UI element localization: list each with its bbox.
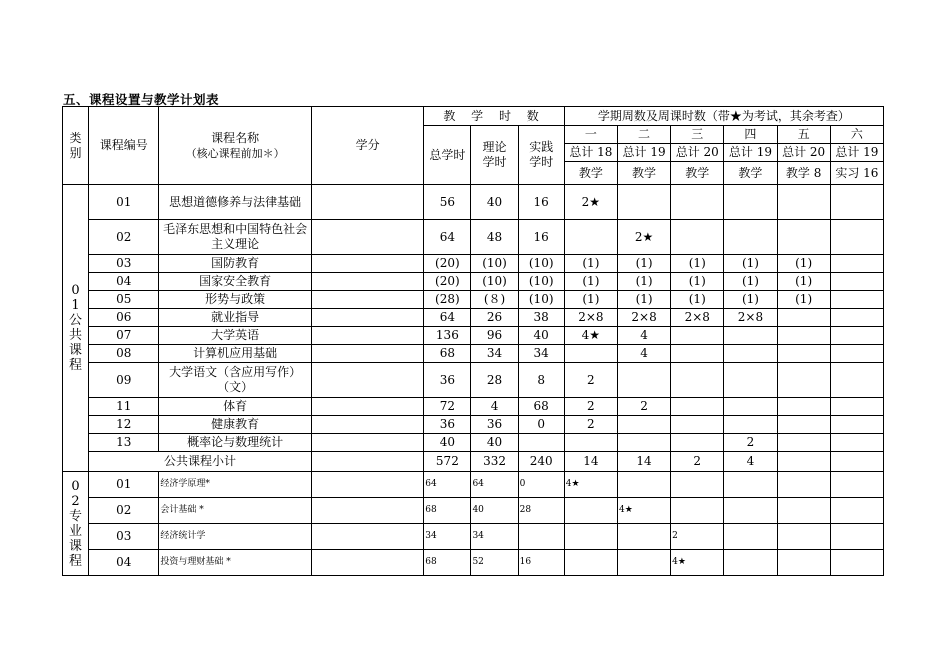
course-credit [311,398,423,416]
course-theory-hours: (10) [471,273,518,291]
semester-hours-3 [671,220,724,255]
semester-hours-1: 4★ [564,472,617,498]
semester-hours-6 [830,363,883,398]
semester-hours-5 [777,220,830,255]
course-practice-hours: 28 [518,498,564,524]
course-name: 概率论与数理统计 [159,434,312,452]
semester-hours-3: 2×8 [671,309,724,327]
semester-hours-6 [830,498,883,524]
course-name: 计算机应用基础 [159,345,312,363]
subtotal-credit [311,452,423,472]
semester-hours-3 [671,434,724,452]
course-total-hours: 64 [424,220,471,255]
header-row-1 [63,107,884,126]
course-theory-hours: 28 [471,363,518,398]
table-row [63,185,884,220]
course-practice-hours [518,434,564,452]
subtotal-total-hours: 572 [424,452,471,472]
header-code: 课程编号 [89,107,159,185]
semester-hours-4 [724,327,777,345]
semester-hours-5 [777,472,830,498]
table-row [63,327,884,345]
course-theory-hours: 4 [471,398,518,416]
course-total-hours: (20) [424,273,471,291]
semester-hours-1: 4★ [564,327,617,345]
semester-hours-5 [777,363,830,398]
course-practice-hours: (10) [518,291,564,309]
table-row [63,345,884,363]
subtotal-semester-4: 4 [724,452,777,472]
course-code: 11 [89,398,159,416]
header-total-hours: 总学时 [424,126,471,185]
semester-hours-5 [777,327,830,345]
course-total-hours: 72 [424,398,471,416]
semester-hours-2: (1) [617,255,670,273]
course-practice-hours: (10) [518,273,564,291]
semester-hours-6 [830,398,883,416]
course-total-hours: 68 [424,345,471,363]
semester-weeks-3: 总计 20 [671,144,724,162]
semester-hours-1: (1) [564,291,617,309]
semester-hours-5 [777,434,830,452]
semester-hours-1: 2 [564,416,617,434]
semester-hours-2: 2★ [617,220,670,255]
course-theory-hours: 26 [471,309,518,327]
semester-num-4: 四 [724,126,777,144]
course-total-hours: 64 [424,472,471,498]
course-total-hours: 56 [424,185,471,220]
course-theory-hours: (10) [471,255,518,273]
semester-hours-6 [830,185,883,220]
semester-num-3: 三 [671,126,724,144]
semester-hours-5: (1) [777,291,830,309]
course-credit [311,255,423,273]
semester-hours-3 [671,398,724,416]
semester-hours-4 [724,550,777,576]
course-credit [311,220,423,255]
table-row [63,398,884,416]
semester-hours-4: (1) [724,273,777,291]
course-name: 健康教育 [159,416,312,434]
course-name: 就业指导 [159,309,312,327]
semester-hours-1: (1) [564,255,617,273]
semester-hours-4 [724,398,777,416]
table-row [63,550,884,576]
table-row [63,524,884,550]
semester-hours-3: 2 [671,524,724,550]
semester-hours-4 [724,524,777,550]
semester-hours-4 [724,363,777,398]
course-practice-hours: 0 [518,472,564,498]
semester-hours-5 [777,524,830,550]
semester-hours-6 [830,524,883,550]
semester-hours-5 [777,550,830,576]
semester-hours-5: (1) [777,273,830,291]
semester-hours-6 [830,220,883,255]
semester-num-1: 一 [564,126,617,144]
subtotal-semester-2: 14 [617,452,670,472]
header-credit: 学分 [311,107,423,185]
course-practice-hours: 8 [518,363,564,398]
course-code: 05 [89,291,159,309]
semester-hours-5 [777,398,830,416]
course-credit [311,291,423,309]
course-credit [311,345,423,363]
section-category: 0 1 公 共 课 程 [63,185,89,472]
course-code: 01 [89,472,159,498]
header-name-cell [159,107,312,185]
course-theory-hours: 40 [471,498,518,524]
semester-hours-1: 2 [564,363,617,398]
course-name: 毛泽东思想和中国特色社会主义理论 [159,220,312,255]
course-name: 形势与政策 [159,291,312,309]
semester-hours-4 [724,472,777,498]
course-name: 会计基础 * [159,498,312,524]
semester-hours-4 [724,345,777,363]
semester-hours-4 [724,498,777,524]
course-credit [311,273,423,291]
table-row [63,220,884,255]
course-credit [311,416,423,434]
course-credit [311,550,423,576]
semester-hours-2 [617,550,670,576]
course-code: 02 [89,220,159,255]
semester-hours-1 [564,345,617,363]
table-row [63,416,884,434]
semester-type-1: 教学 [564,162,617,185]
semester-hours-3 [671,416,724,434]
semester-weeks-2: 总计 19 [617,144,670,162]
course-total-hours: 34 [424,524,471,550]
subtotal-semester-3: 2 [671,452,724,472]
header-name: 课程名称 [211,130,260,145]
semester-hours-5 [777,309,830,327]
course-name: 思想道德修养与法律基础 [159,185,312,220]
course-practice-hours: 16 [518,185,564,220]
semester-type-4: 教学 [724,162,777,185]
course-credit [311,498,423,524]
semester-hours-1: (1) [564,273,617,291]
semester-hours-2: (1) [617,273,670,291]
course-theory-hours: 40 [471,434,518,452]
course-credit [311,472,423,498]
semester-hours-2 [617,185,670,220]
course-practice-hours: 38 [518,309,564,327]
semester-hours-2: 2 [617,398,670,416]
semester-weeks-5: 总计 20 [777,144,830,162]
course-practice-hours [518,524,564,550]
semester-hours-3 [671,345,724,363]
semester-hours-5 [777,345,830,363]
course-total-hours: 40 [424,434,471,452]
course-total-hours: 36 [424,416,471,434]
course-practice-hours: 40 [518,327,564,345]
course-name: 体育 [159,398,312,416]
semester-hours-1 [564,524,617,550]
semester-hours-2 [617,416,670,434]
semester-hours-3: (1) [671,291,724,309]
course-practice-hours: 16 [518,220,564,255]
course-code: 13 [89,434,159,452]
header-theory-hours: 理论学时 [471,126,518,185]
semester-weeks-6: 总计 19 [830,144,883,162]
semester-weeks-1: 总计 18 [564,144,617,162]
course-code: 08 [89,345,159,363]
course-credit [311,327,423,345]
course-name: 经济统计学 [159,524,312,550]
semester-hours-1 [564,550,617,576]
course-practice-hours: 0 [518,416,564,434]
course-code: 03 [89,255,159,273]
course-practice-hours: 68 [518,398,564,416]
semester-num-6: 六 [830,126,883,144]
semester-hours-2 [617,363,670,398]
subtotal-label: 公共课程小计 [89,452,312,472]
header-practice-hours: 实践学时 [518,126,564,185]
semester-hours-2: 4 [617,345,670,363]
course-code: 06 [89,309,159,327]
semester-hours-3: (1) [671,273,724,291]
course-code: 04 [89,273,159,291]
course-total-hours: (20) [424,255,471,273]
course-name: 经济学原理* [159,472,312,498]
semester-num-5: 五 [777,126,830,144]
semester-hours-4 [724,220,777,255]
semester-hours-1: 2★ [564,185,617,220]
semester-hours-6 [830,291,883,309]
course-credit [311,309,423,327]
course-total-hours: (28) [424,291,471,309]
semester-hours-1 [564,434,617,452]
semester-hours-4 [724,416,777,434]
semester-hours-6 [830,327,883,345]
semester-hours-5 [777,185,830,220]
course-name: 大学英语 [159,327,312,345]
semester-num-2: 二 [617,126,670,144]
course-credit [311,185,423,220]
semester-hours-4: 2×8 [724,309,777,327]
course-theory-hours: 64 [471,472,518,498]
course-code: 04 [89,550,159,576]
subtotal-semester-5 [777,452,830,472]
section-category: 0 2 专 业 课 程 [63,472,89,576]
semester-hours-3: (1) [671,255,724,273]
semester-hours-5 [777,416,830,434]
table-row [63,472,884,498]
semester-hours-6 [830,273,883,291]
semester-hours-5: (1) [777,255,830,273]
semester-hours-1 [564,220,617,255]
semester-hours-4: (1) [724,291,777,309]
header-name-note: （核心课程前加＊） [185,146,285,160]
semester-hours-3 [671,327,724,345]
course-code: 03 [89,524,159,550]
course-credit [311,524,423,550]
subtotal-semester-1: 14 [564,452,617,472]
course-theory-hours: 40 [471,185,518,220]
semester-hours-3: 4★ [671,550,724,576]
semester-hours-3 [671,363,724,398]
course-name: 投资与理财基础 * [159,550,312,576]
course-credit [311,363,423,398]
semester-hours-6 [830,345,883,363]
course-practice-hours: 34 [518,345,564,363]
page-title: 五、课程设置与教学计划表 [63,92,220,107]
semester-type-2: 教学 [617,162,670,185]
semester-hours-5 [777,498,830,524]
semester-hours-6 [830,255,883,273]
course-plan-table [62,106,884,576]
course-code: 12 [89,416,159,434]
course-theory-hours: 36 [471,416,518,434]
course-practice-hours: 16 [518,550,564,576]
course-name: 国防教育 [159,255,312,273]
course-theory-hours: (８) [471,291,518,309]
course-theory-hours: 34 [471,345,518,363]
semester-hours-2 [617,524,670,550]
semester-weeks-4: 总计 19 [724,144,777,162]
semester-hours-2 [617,434,670,452]
course-code: 09 [89,363,159,398]
semester-hours-3 [671,498,724,524]
table-row [63,498,884,524]
course-total-hours: 68 [424,498,471,524]
semester-hours-4: 2 [724,434,777,452]
subtotal-practice-hours: 240 [518,452,564,472]
course-code: 07 [89,327,159,345]
semester-hours-6 [830,434,883,452]
semester-hours-6 [830,472,883,498]
semester-hours-2: 2×8 [617,309,670,327]
semester-hours-3 [671,185,724,220]
course-theory-hours: 96 [471,327,518,345]
semester-type-5: 教学 8 [777,162,830,185]
semester-hours-1: 2 [564,398,617,416]
semester-hours-6 [830,416,883,434]
table-row [63,309,884,327]
semester-hours-2: 4 [617,327,670,345]
table-row [63,273,884,291]
course-total-hours: 64 [424,309,471,327]
semester-hours-6 [830,550,883,576]
header-semester-group: 学期周数及周课时数（带★为考试，其余考查） [564,107,883,126]
semester-hours-6 [830,309,883,327]
subtotal-semester-6 [830,452,883,472]
semester-type-3: 教学 [671,162,724,185]
course-credit [311,434,423,452]
subtotal-row [63,452,884,472]
course-theory-hours: 52 [471,550,518,576]
semester-hours-3 [671,472,724,498]
semester-hours-1 [564,498,617,524]
header-hours-group: 教 学 时 数 [424,107,564,126]
course-total-hours: 68 [424,550,471,576]
semester-hours-2: (1) [617,291,670,309]
header-category: 类别 [63,107,89,185]
course-code: 02 [89,498,159,524]
course-theory-hours: 34 [471,524,518,550]
subtotal-theory-hours: 332 [471,452,518,472]
semester-hours-4 [724,185,777,220]
course-code: 01 [89,185,159,220]
table-row [63,255,884,273]
course-total-hours: 136 [424,327,471,345]
course-name: 国家安全教育 [159,273,312,291]
semester-hours-1: 2×8 [564,309,617,327]
semester-type-6: 实习 16 [830,162,883,185]
semester-hours-2: 4★ [617,498,670,524]
semester-hours-4: (1) [724,255,777,273]
course-name: 大学语文（含应用写作）（文） [159,363,312,398]
course-practice-hours: (10) [518,255,564,273]
table-row [63,291,884,309]
semester-hours-2 [617,472,670,498]
course-total-hours: 36 [424,363,471,398]
table-row [63,434,884,452]
table-row [63,363,884,398]
course-theory-hours: 48 [471,220,518,255]
